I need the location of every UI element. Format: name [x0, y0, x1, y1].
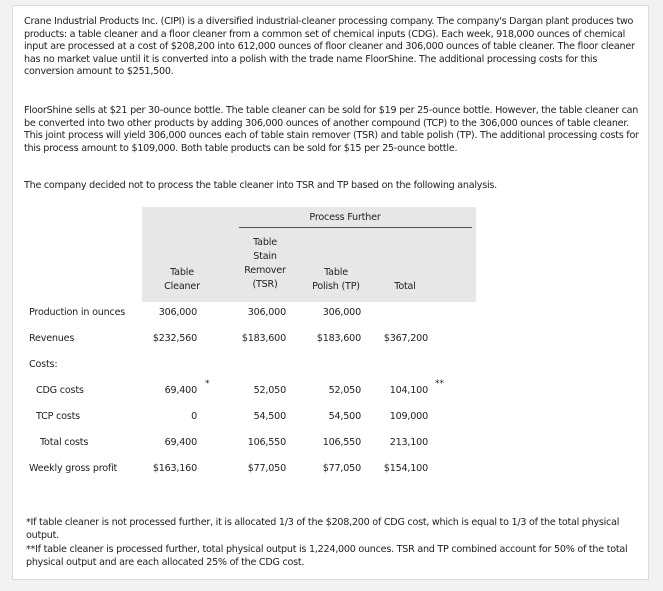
column-header-total: Total: [394, 281, 416, 292]
cell-cdg-tc: 69,400: [164, 385, 197, 396]
cell-cdg-tp: 52,050: [328, 385, 361, 396]
intro-paragraph-1: Crane Industrial Products Inc. (CIPI) is a diversified industrial-cleaner processing company. The company's Dargan plant produces two products: a table cleaner and a floor cleaner from a common set of chemical inputs (CDG). Each week, 918,000 ounces of chemical input are processed at a cost of $208,200 into 612,000 ounces of floor cleaner and 306,000 ounces of table cleaner. The floor cleaner has no market value until it is converted into a polish with the trade name FloorShine. The additional processing costs for this conversion amount to $251,500.: [24, 16, 635, 78]
intro-paragraph-2: FloorShine sells at $21 per 30-ounce bottle. The table cleaner can be sold for $19 per 25-ounce bottle. However, the table cleaner can be converted into two other products by adding 306,000 ounces of another compound (TCP) to the 306,000 ounces of table cleaner. This joint process will yield 306,000 ounces each of table stain remover (TSR) and table polish (TP). The additional processing costs for this process amount to $109,000. Both table products can be sold for $15 per 25-ounce bottle.: [24, 105, 639, 154]
cell-total-costs-tsr: 106,550: [247, 437, 286, 448]
row-label-costs: Costs:: [29, 359, 58, 370]
cell-profit-total: $154,100: [383, 463, 428, 474]
intro-paragraph-3: The company decided not to process the table cleaner into TSR and TP based on the following analysis.: [24, 180, 497, 191]
cell-revenues-tp: $183,600: [316, 333, 361, 344]
cell-revenues-tsr: $183,600: [241, 333, 286, 344]
cell-revenues-tc: $232,560: [152, 333, 197, 344]
column-header-tp: Table Polish (TP): [312, 267, 360, 292]
footnote-mark-double: **: [435, 379, 444, 389]
row-label-tcp-costs: TCP costs: [36, 411, 80, 422]
cell-tcp-tp: 54,500: [328, 411, 361, 422]
cell-profit-tp: $77,050: [322, 463, 361, 474]
column-header-table-cleaner: Table Cleaner: [164, 267, 200, 292]
cell-production-tc: 306,000: [158, 307, 197, 318]
cell-production-tp: 306,000: [322, 307, 361, 318]
process-further-header: Process Further: [309, 212, 381, 223]
footnote-1: *If table cleaner is not processed further, it is allocated 1/3 of the $208,200 of CDG cost, which is equal to 1/3 of the total physical output.: [26, 517, 620, 541]
column-header-tsr: Table Stain Remover (TSR): [244, 237, 286, 290]
row-label-total-costs: Total costs: [40, 437, 89, 448]
cell-profit-tsr: $77,050: [247, 463, 286, 474]
cell-tcp-tsr: 54,500: [253, 411, 286, 422]
row-label-cdg-costs: CDG costs: [36, 385, 84, 396]
cell-revenues-total: $367,200: [383, 333, 428, 344]
cell-production-tsr: 306,000: [247, 307, 286, 318]
row-label-production: Production in ounces: [29, 307, 126, 318]
cell-tcp-tc: 0: [191, 411, 197, 422]
cell-profit-tc: $163,160: [152, 463, 197, 474]
row-label-revenues: Revenues: [29, 333, 75, 344]
cell-cdg-tsr: 52,050: [253, 385, 286, 396]
cell-total-costs-tc: 69,400: [164, 437, 197, 448]
process-further-rule: [239, 227, 472, 228]
cell-total-costs-tp: 106,550: [322, 437, 361, 448]
problem-card: [12, 5, 649, 580]
footnote-2: **If table cleaner is processed further, total physical output is 1,224,000 ounces. TSR and TP combined account for 50% of the total physical output and are each allocated 25% of the CDG cost.: [26, 544, 628, 568]
footnote-mark-single: *: [205, 379, 210, 389]
cell-tcp-total: 109,000: [389, 411, 428, 422]
cell-cdg-total: 104,100: [389, 385, 428, 396]
row-label-weekly-gross-profit: Weekly gross profit: [29, 463, 118, 474]
cell-total-costs-total: 213,100: [389, 437, 428, 448]
